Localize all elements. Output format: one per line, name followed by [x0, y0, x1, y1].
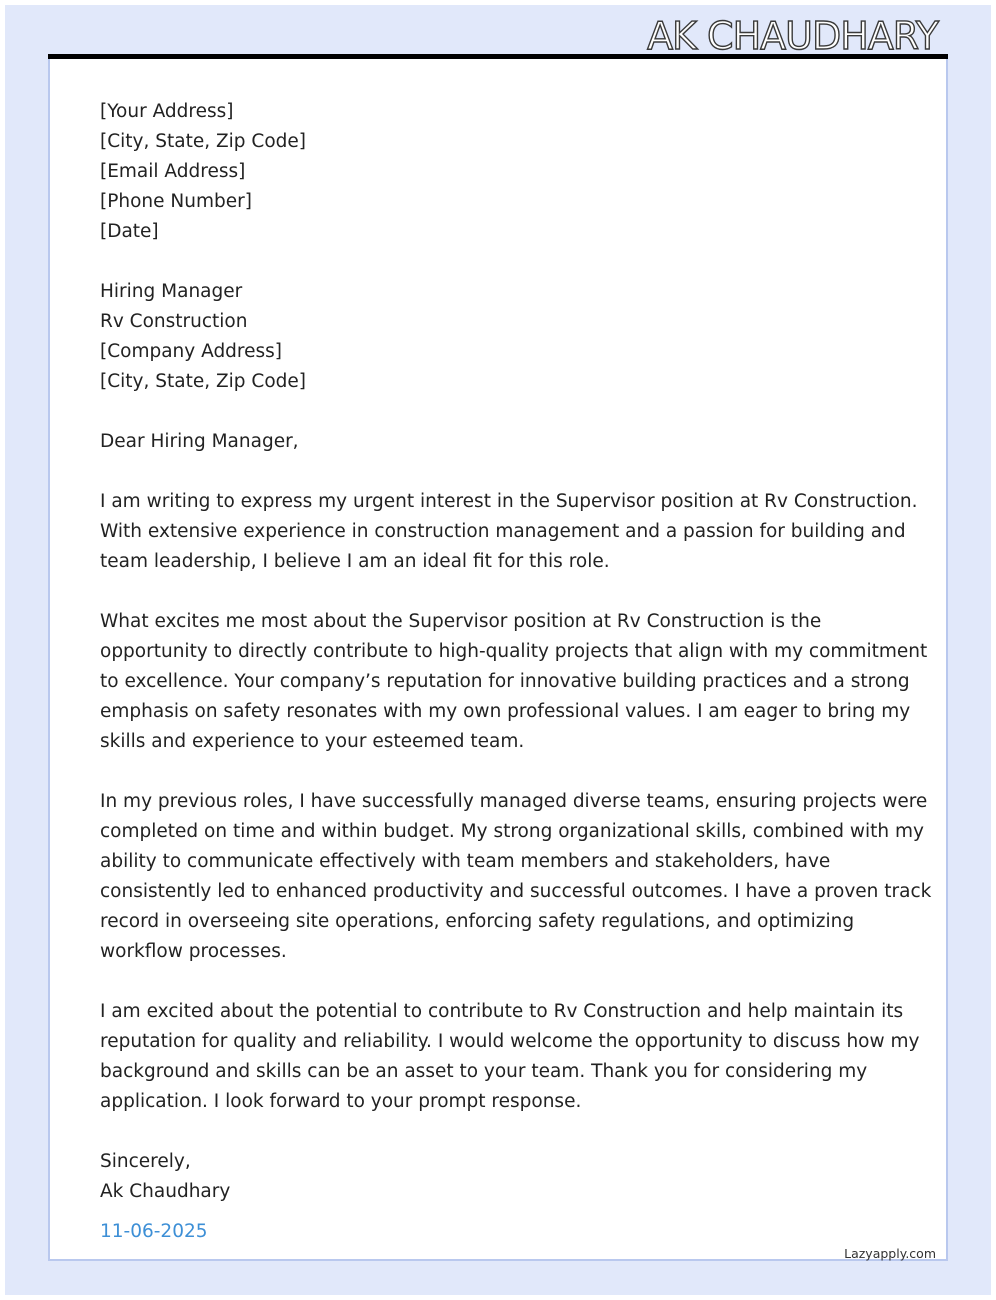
paragraph-line: consistently led to enhanced productivity and successful outcomes. I have a proven track: [100, 881, 932, 902]
paragraph-line: What excites me most about the Supervisor position at Rv Construction is the: [100, 611, 822, 632]
header-name: AK CHAUDHARY: [647, 14, 938, 58]
paragraph-line: With extensive experience in construction management and a passion for building and: [100, 521, 906, 542]
paragraph-line: workflow processes.: [100, 941, 287, 962]
closing-block: [100, 1147, 900, 1207]
paragraph-line: completed on time and within budget. My strong organizational skills, combined with my: [100, 821, 924, 842]
recipient-address: [Company Address]: [100, 341, 283, 362]
recipient-city-state-zip: [City, State, Zip Code]: [100, 371, 306, 392]
sender-email: [Email Address]: [100, 161, 246, 182]
paragraph-line: emphasis on safety resonates with my own professional values. I am eager to bring my: [100, 701, 911, 722]
recipient-block: [100, 277, 900, 397]
paragraph-line: I am excited about the potential to contribute to Rv Construction and help maintain its: [100, 1001, 904, 1022]
paragraph-line: opportunity to directly contribute to high-quality projects that align with my commitment: [100, 641, 928, 662]
paragraph-line: reputation for quality and reliability. I would welcome the opportunity to discuss how my: [100, 1031, 920, 1052]
sender-block: [100, 97, 900, 247]
valediction: Sincerely,: [100, 1151, 191, 1172]
body-paragraph-1: [100, 487, 918, 577]
paragraph-line: In my previous roles, I have successfully managed diverse teams, ensuring projects were: [100, 791, 928, 812]
paragraph-line: record in overseeing site operations, enforcing safety regulations, and optimizing: [100, 911, 855, 932]
signature-name: Ak Chaudhary: [100, 1181, 231, 1202]
salutation: Dear Hiring Manager,: [100, 431, 299, 452]
sender-date: [Date]: [100, 221, 159, 242]
recipient-company: Rv Construction: [100, 311, 248, 332]
watermark-text: Lazyapply.com: [844, 1246, 936, 1261]
body-paragraph-3: [100, 787, 932, 967]
paragraph-line: background and skills can be an asset to your team. Thank you for considering my: [100, 1061, 868, 1082]
footer-date: 11-06-2025: [100, 1221, 208, 1242]
recipient-title: Hiring Manager: [100, 281, 243, 302]
body-paragraph-2: [100, 607, 928, 757]
paragraph-line: skills and experience to your esteemed team.: [100, 731, 525, 752]
paragraph-line: team leadership, I believe I am an ideal fit for this role.: [100, 551, 610, 572]
sender-phone: [Phone Number]: [100, 191, 252, 212]
paragraph-line: ability to communicate effectively with team members and stakeholders, have: [100, 851, 831, 872]
paragraph-line: to excellence. Your company’s reputation for innovative building practices and a strong: [100, 671, 910, 692]
paragraph-line: application. I look forward to your prompt response.: [100, 1091, 582, 1112]
paragraph-line: I am writing to express my urgent interest in the Supervisor position at Rv Construction.: [100, 491, 918, 512]
body-paragraph-4: [100, 997, 920, 1117]
sender-address: [Your Address]: [100, 101, 234, 122]
sender-city-state-zip: [City, State, Zip Code]: [100, 131, 306, 152]
letter-body: [100, 97, 932, 1207]
